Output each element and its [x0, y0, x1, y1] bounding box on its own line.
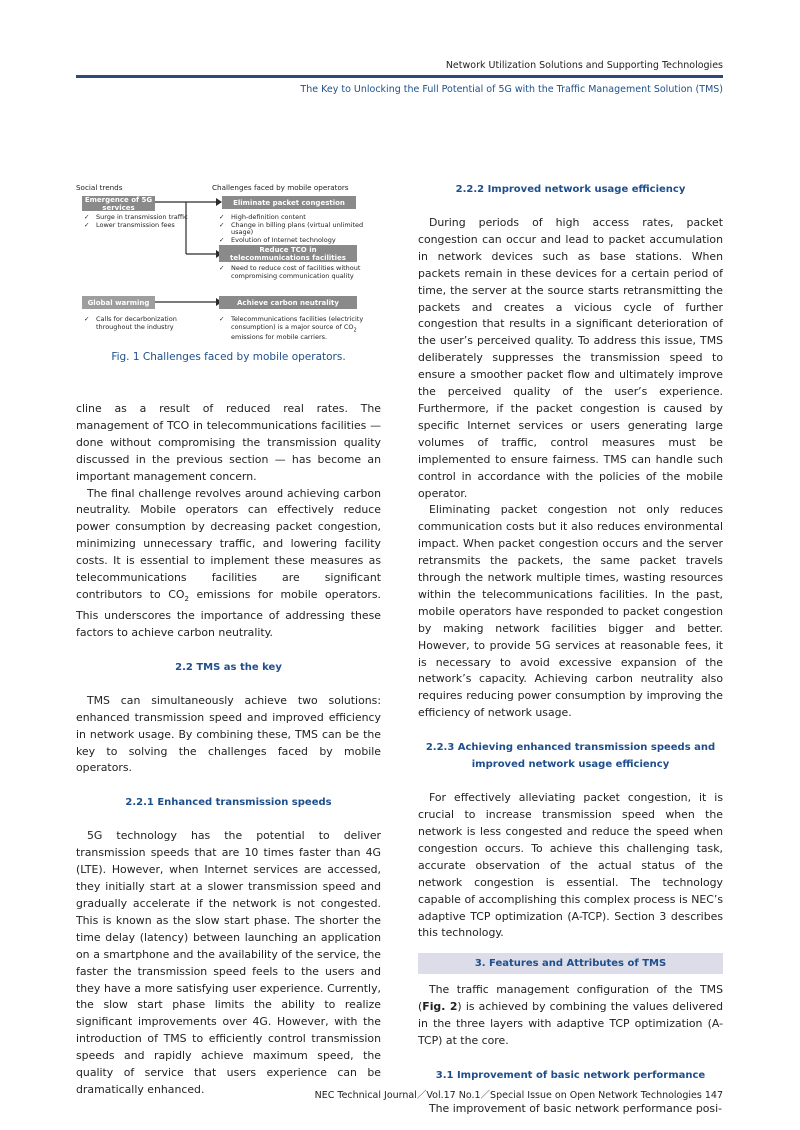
list-tco — [219, 265, 369, 280]
list-item: ✓ Calls for decarbonization throughout the industry — [84, 316, 189, 331]
paragraph: During periods of high access rates, packet congestion can occur and lead to packet accumulation in network devices such as base stations. When packets remain in these devices for a certain period of time, the server at the source starts retransmitting the packets and creates a vicious cycle of further congestion that results in a significant deterioration of the user’s perceived quality. To address this issue, TMS deliberately suppresses the transmission speed to ensure a smoother packet flow and ultimately improve the perceived quality of the user’s experience. Furthermore, if the packet congestion is caused by specific Internet services or users generating large volumes of traffic, control measures must be implemented to ensure fairness. TMS can handle such control in accordance with the policies of the mobile operator. — [418, 216, 723, 500]
carbon-item-text-end: emissions for mobile carriers. — [231, 333, 328, 342]
paragraph-text-end: ) is achieved by combining the values delivered in the three layers with adaptive TCP optimization (A-TCP) at the core. — [418, 1000, 723, 1048]
list-item: ✓ Evolution of Internet technology — [219, 237, 381, 245]
list-carbon — [219, 316, 381, 342]
box-5g-services: Emergence of 5G services — [82, 196, 155, 211]
box-global-warming: Global warming — [82, 296, 155, 309]
section-heading-2-2-1: 2.2.1 Enhanced transmission speeds — [125, 797, 332, 809]
box-eliminate-congestion: Eliminate packet congestion — [222, 196, 356, 209]
list-item: ✓ Change in billing plans (virtual unlimited usage) — [219, 222, 381, 237]
figure-2-reference: Fig. 2 — [422, 1000, 458, 1014]
list-item: ✓ Surge in transmission traffic — [84, 214, 194, 222]
section-heading-2-2-2: 2.2.2 Improved network usage efficiency — [455, 184, 686, 195]
paragraph — [76, 486, 381, 642]
paragraph: The improvement of basic network performance posi- — [429, 1101, 723, 1115]
list-congestion — [219, 214, 381, 244]
box-carbon-neutrality: Achieve carbon neutrality — [219, 296, 357, 309]
carbon-item-text: Telecommunications facilities (electricity consumption) is a major source of CO — [231, 315, 364, 331]
paragraph-text: The traffic management configuration of the TMS ( — [418, 983, 723, 1014]
paragraph-text-end: emissions for mobile operators. This underscores the importance of addressing these factors to achieve carbon neutrality. — [76, 587, 381, 639]
paragraph: 5G technology has the potential to deliver transmission speeds that are 10 times faster than 4G (LTE). However, when Internet services are accessed, they initially start at a slower transmission speed and gradually accelerate if the network is not congested. This is known as the slow start phase. The shorter the time delay (latency) between launching an application on a smartphone and the availability of the service, the faster the transmission speed feels to the users and they have a more satisfying user experience. Currently, the slow start phase limits the ability to realize significant improvements over 4G. However, with the introduction of TMS to efficiently control transmission speeds and rapidly achieve maximum speed, the quality of service that users experience can be dramatically enhanced. — [76, 829, 381, 1096]
paragraph: TMS can simultaneously achieve two solutions: enhanced transmission speed and improved efficiency in network usage. By combining these, TMS can be the key to solving the challenges faced by mobile operators. — [76, 693, 381, 775]
paragraph: For effectively alleviating packet congestion, it is crucial to increase transmission speed when the network is less congested and reduce the speed when congestion occurs. To achieve this challenging task, accurate observation of the actual status of the network congestion is essential. The technology capable of accomplishing this complex process is NEC’s adaptive TCP optimization (A-TCP). Section 3 describes this technology. — [418, 791, 723, 940]
figure-1 — [76, 180, 381, 365]
list-item: ✓ Lower transmission fees — [84, 222, 194, 230]
list-item — [219, 316, 381, 342]
co2-subscript: 2 — [184, 595, 189, 604]
list-item: ✓ High-definition content — [219, 214, 381, 222]
list-5g — [84, 214, 194, 229]
paragraph: cline as a result of reduced real rates. The management of TCO in telecommunications facilities — done without compromising the transmission quality discussed in the previous section — has become an important management concern. — [76, 402, 381, 483]
page-footer: NEC Technical Journal／Vol.17 No.1／Special Issue on Open Network Technologies 147 — [314, 1090, 723, 1101]
box-reduce-tco: Reduce TCO in telecommunications facilities — [219, 245, 357, 262]
section-heading-3-1: 3.1 Improvement of basic network performance — [435, 1069, 706, 1081]
right-column — [418, 181, 723, 1118]
paragraph-text: The final challenge revolves around achieving carbon neutrality. Mobile operators can effectively reduce power consumption by decreasing packet congestion, minimizing unnecessary traffic, and lowering facility costs. It is essential to implement these measures as telecommunications facilities are significant contributors to CO — [76, 486, 381, 601]
section-heading-3: 3. Features and Attributes of TMS — [418, 953, 723, 974]
list-warming — [84, 316, 189, 331]
figure-column-social-trends: Social trends — [76, 183, 123, 192]
section-heading-2-2: 2.2 TMS as the key — [175, 661, 282, 673]
running-header-article: The Key to Unlocking the Full Potential of 5G with the Traffic Management Solution (TMS) — [300, 84, 723, 95]
list-item: ✓ Need to reduce cost of facilities without compromising communication quality — [219, 265, 369, 280]
running-header-series: Network Utilization Solutions and Supporting Technologies — [445, 60, 723, 71]
section-heading-2-2-3: 2.2.3 Achieving enhanced transmission speeds and improved network usage efficiency — [425, 742, 716, 771]
figure-caption: Fig. 1 Challenges faced by mobile operators. — [111, 351, 346, 363]
paragraph — [418, 982, 723, 1050]
paragraph: Eliminating packet congestion not only reduces communication costs but it also reduces environmental impact. When packet congestion occurs and the server retransmits the packets, the same packet travels through the network multiple times, wasting resources within the telecommunications facilities. In the past, mobile operators have responded to packet congestion by making network facilities bigger and better. However, to provide 5G services at reasonable fees, it is necessary to avoid excessive expansion of the network’s capacity. Achieving carbon neutrality also requires reducing power consumption by improving the efficiency of network usage. — [418, 503, 723, 720]
header-rule — [76, 75, 723, 78]
co2-subscript: 2 — [353, 326, 357, 333]
left-column — [76, 401, 381, 1099]
figure-column-challenges: Challenges faced by mobile operators — [212, 183, 349, 192]
